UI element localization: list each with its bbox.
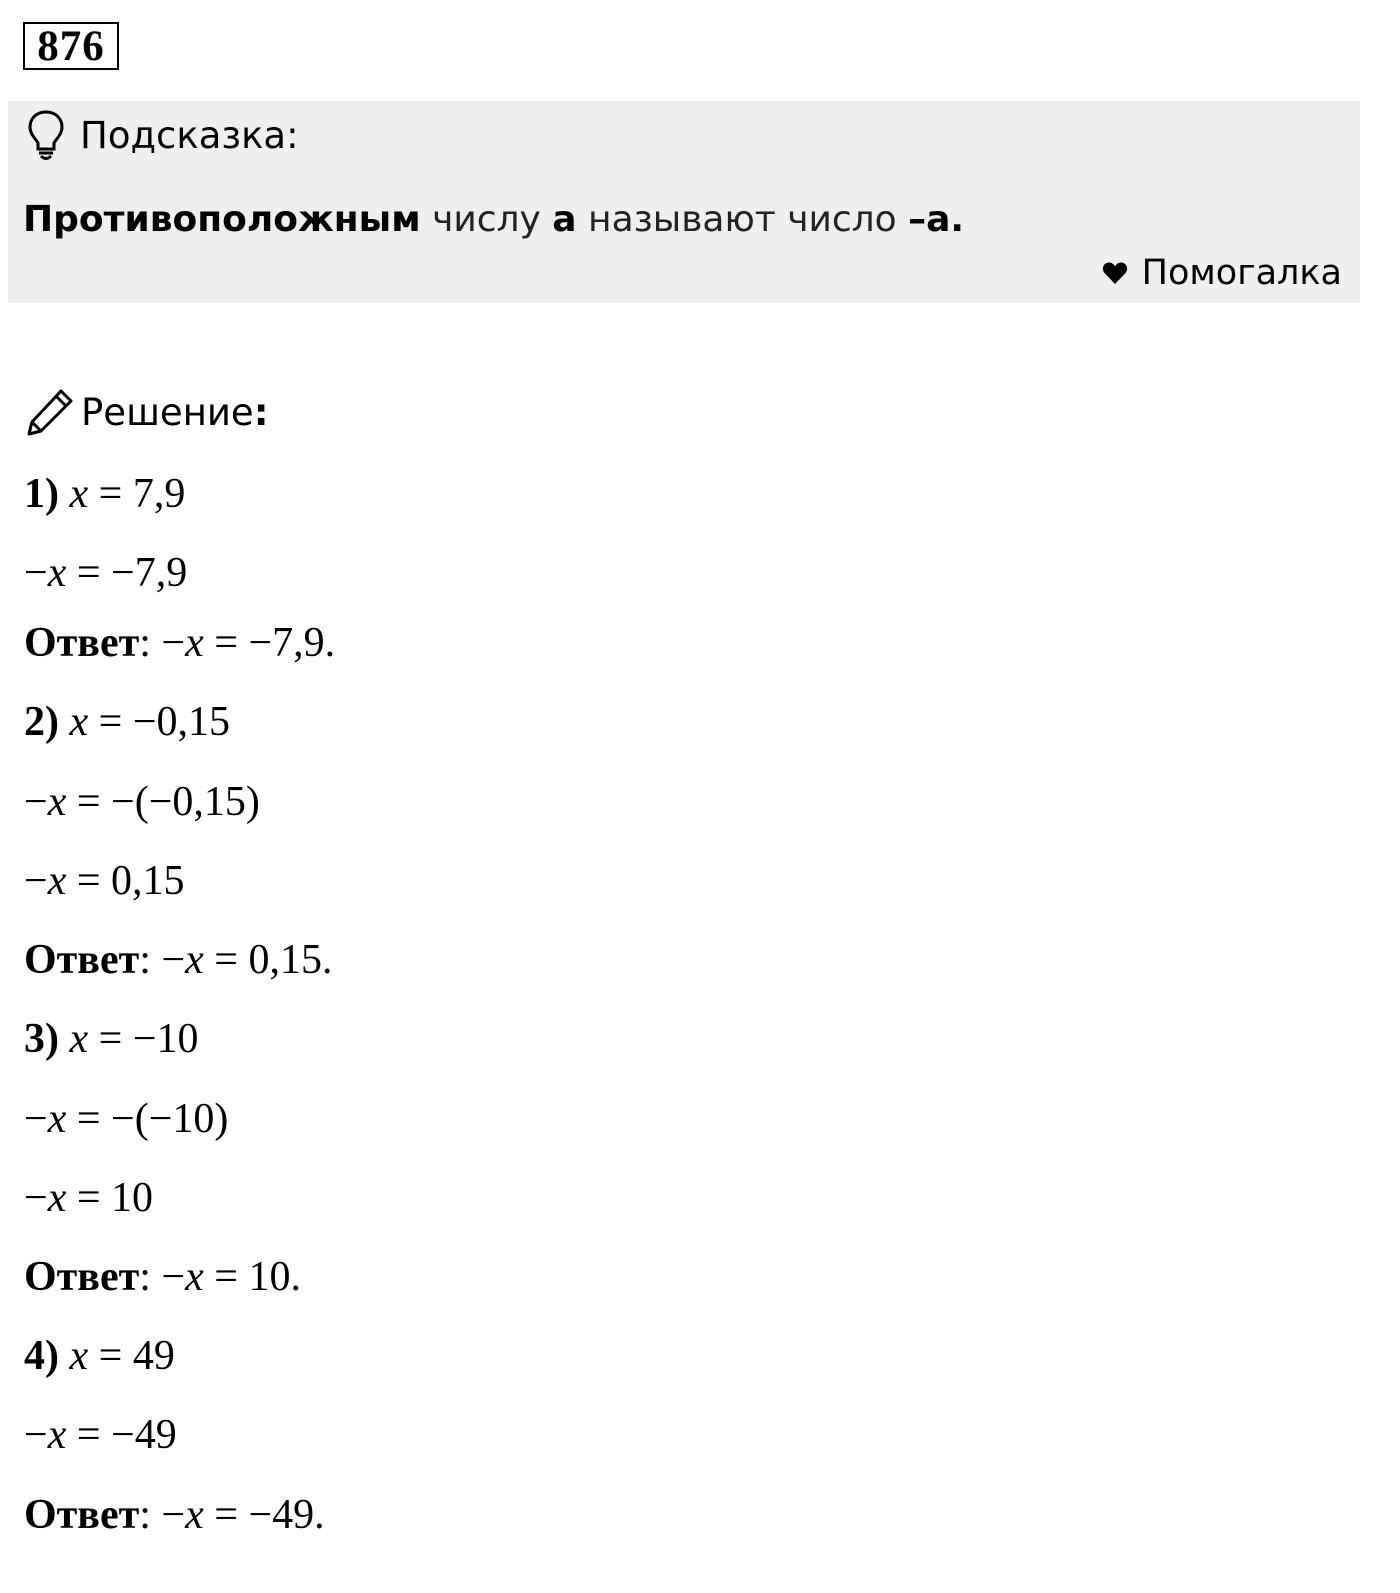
hint-text-normal-1: числу xyxy=(420,199,553,240)
hint-text-normal-2: называют число xyxy=(576,199,909,240)
task-number: 876 xyxy=(23,22,119,70)
pencil-icon xyxy=(25,387,75,437)
line-label: 3) xyxy=(24,1016,70,1062)
hint-title: Подсказка: xyxy=(80,113,299,157)
line-expr: : −x = −49. xyxy=(139,1492,325,1538)
line-expr: −x = −(−0,15) xyxy=(24,779,260,825)
solution-line xyxy=(24,697,230,747)
answer-label: Ответ xyxy=(24,1254,140,1300)
answer-line xyxy=(24,935,332,985)
line-expr: x = −0,15 xyxy=(69,699,231,745)
answer-line xyxy=(24,1252,301,1302)
heart-icon xyxy=(1102,261,1128,285)
answer-label: Ответ xyxy=(24,937,140,983)
solution-title: Решение xyxy=(81,390,254,434)
lightbulb-icon xyxy=(26,109,66,161)
line-expr: : −x = 10. xyxy=(139,1254,301,1300)
line-expr: −x = 0,15 xyxy=(24,858,185,904)
hint-source xyxy=(1102,253,1342,293)
solution-header xyxy=(25,387,269,437)
hint-text-bold-1: Противоположным xyxy=(23,199,421,240)
line-expr: x = 49 xyxy=(69,1333,175,1379)
line-expr: : −x = 0,15. xyxy=(139,937,333,983)
hint-text-bold-3: –а. xyxy=(908,199,965,240)
line-label: 4) xyxy=(24,1333,70,1379)
line-expr: x = −10 xyxy=(69,1016,199,1062)
solution-line xyxy=(24,1094,228,1144)
line-expr: −x = −49 xyxy=(24,1412,177,1458)
line-expr: : −x = −7,9. xyxy=(139,620,336,666)
line-expr: −x = −7,9 xyxy=(24,550,188,596)
solution-line xyxy=(24,1173,153,1223)
hint-box xyxy=(8,101,1360,303)
line-label: 1) xyxy=(24,471,70,517)
answer-line xyxy=(24,1490,325,1540)
solution-line xyxy=(24,548,187,598)
line-expr: −x = −(−10) xyxy=(24,1096,229,1142)
line-expr: −x = 10 xyxy=(24,1175,154,1221)
solution-line xyxy=(24,1410,177,1460)
hint-source-label: Помогалка xyxy=(1141,253,1342,293)
hint-text-bold-2: а xyxy=(552,199,577,240)
line-expr: x = 7,9 xyxy=(69,471,186,517)
solution-line xyxy=(24,856,185,906)
solution-line xyxy=(24,469,185,519)
answer-label: Ответ xyxy=(24,1492,140,1538)
hint-text xyxy=(23,199,964,240)
answer-line xyxy=(24,618,335,668)
answer-label: Ответ xyxy=(24,620,140,666)
hint-header xyxy=(26,109,299,161)
solution-colon: : xyxy=(253,390,269,434)
line-label: 2) xyxy=(24,699,70,745)
solution-line xyxy=(24,777,260,827)
solution-line xyxy=(24,1331,175,1381)
solution-line xyxy=(24,1014,199,1064)
